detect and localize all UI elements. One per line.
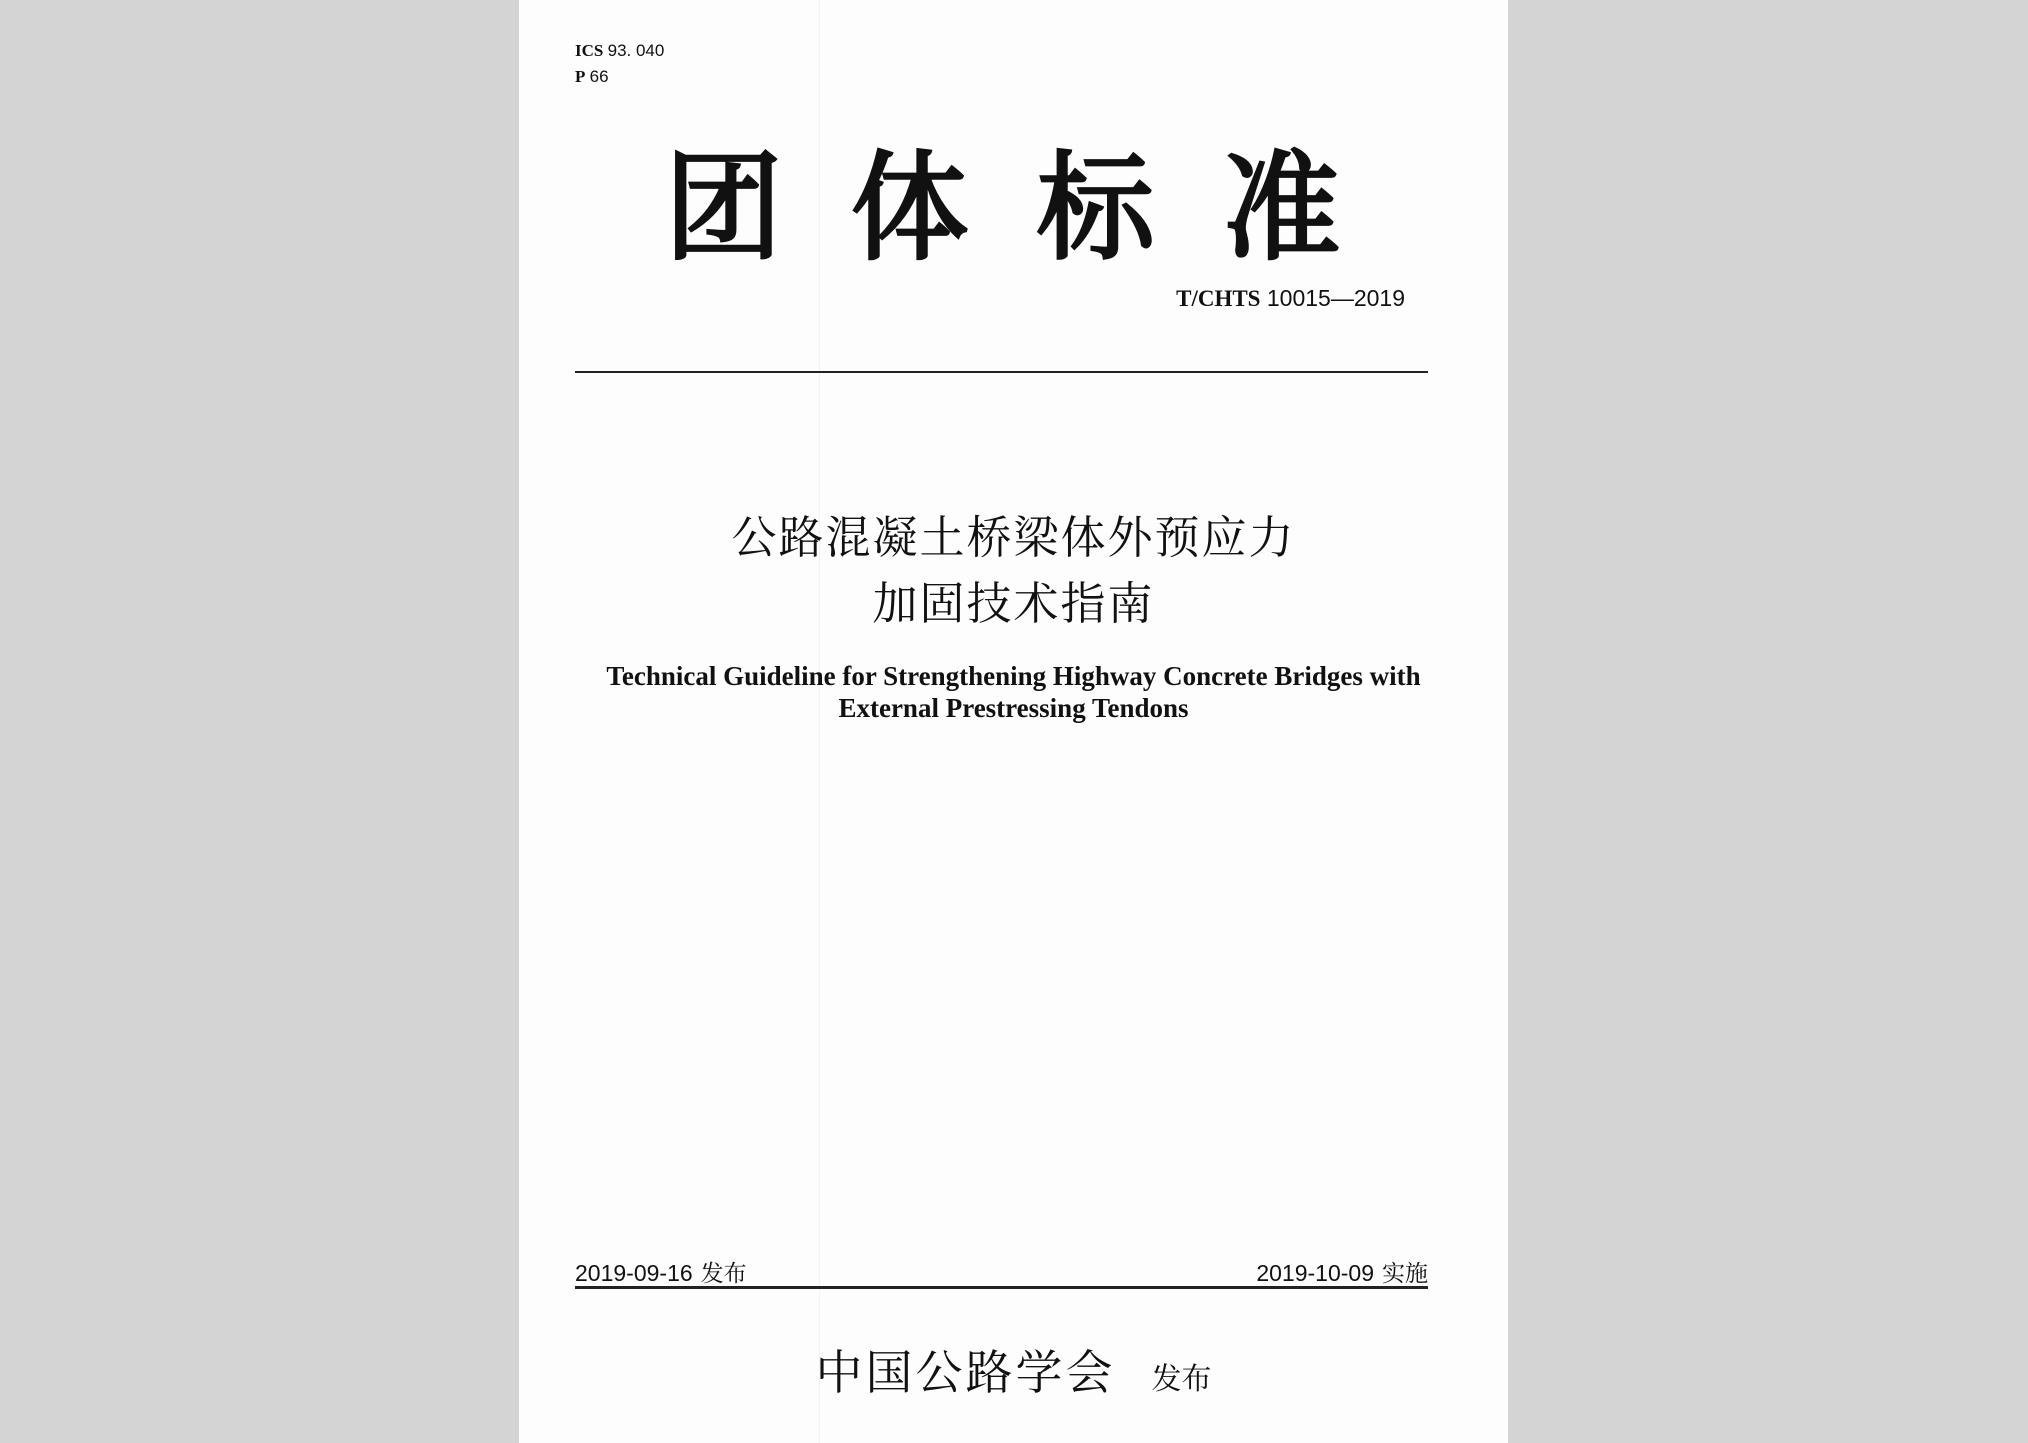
effective-date-block — [1256, 1255, 1428, 1288]
publisher-action: 发布 — [1151, 1362, 1212, 1397]
footer-divider — [575, 1286, 1428, 1289]
english-title-line-2: External Prestressing Tendons — [838, 693, 1189, 723]
ics-line — [575, 38, 664, 64]
chinese-title-line-2: 加固技术指南 — [872, 577, 1155, 630]
chinese-title — [519, 505, 1508, 637]
standard-code: 10015—2019 — [1266, 285, 1405, 311]
effective-label: 实施 — [1382, 1261, 1428, 1287]
english-title — [519, 660, 1508, 724]
ccs-label: P — [575, 67, 586, 86]
date-row — [575, 1255, 1428, 1288]
header-divider — [575, 371, 1428, 373]
publisher-block — [519, 1336, 1508, 1403]
issue-date-block — [575, 1255, 747, 1288]
standard-type-title: 团体标准 — [664, 139, 1409, 277]
english-title-line-1: Technical Guideline for Strengthening Highway Concrete Bridges with — [606, 661, 1421, 691]
standard-prefix: T/CHTS — [1176, 286, 1261, 311]
classification-codes — [575, 38, 664, 90]
issue-date: 2019-09-16 — [575, 1260, 693, 1286]
ics-label: ICS — [575, 41, 604, 60]
issue-label: 发布 — [700, 1261, 747, 1287]
effective-date: 2019-10-09 — [1256, 1260, 1374, 1286]
ics-code: 93. 040 — [607, 41, 665, 60]
standard-number — [1176, 285, 1405, 312]
publisher-name: 中国公路学会 — [815, 1346, 1116, 1401]
document-page — [519, 0, 1508, 1443]
ccs-code: 66 — [589, 67, 609, 86]
chinese-title-line-1: 公路混凝土桥梁体外预应力 — [731, 511, 1296, 564]
ccs-line — [575, 64, 664, 90]
